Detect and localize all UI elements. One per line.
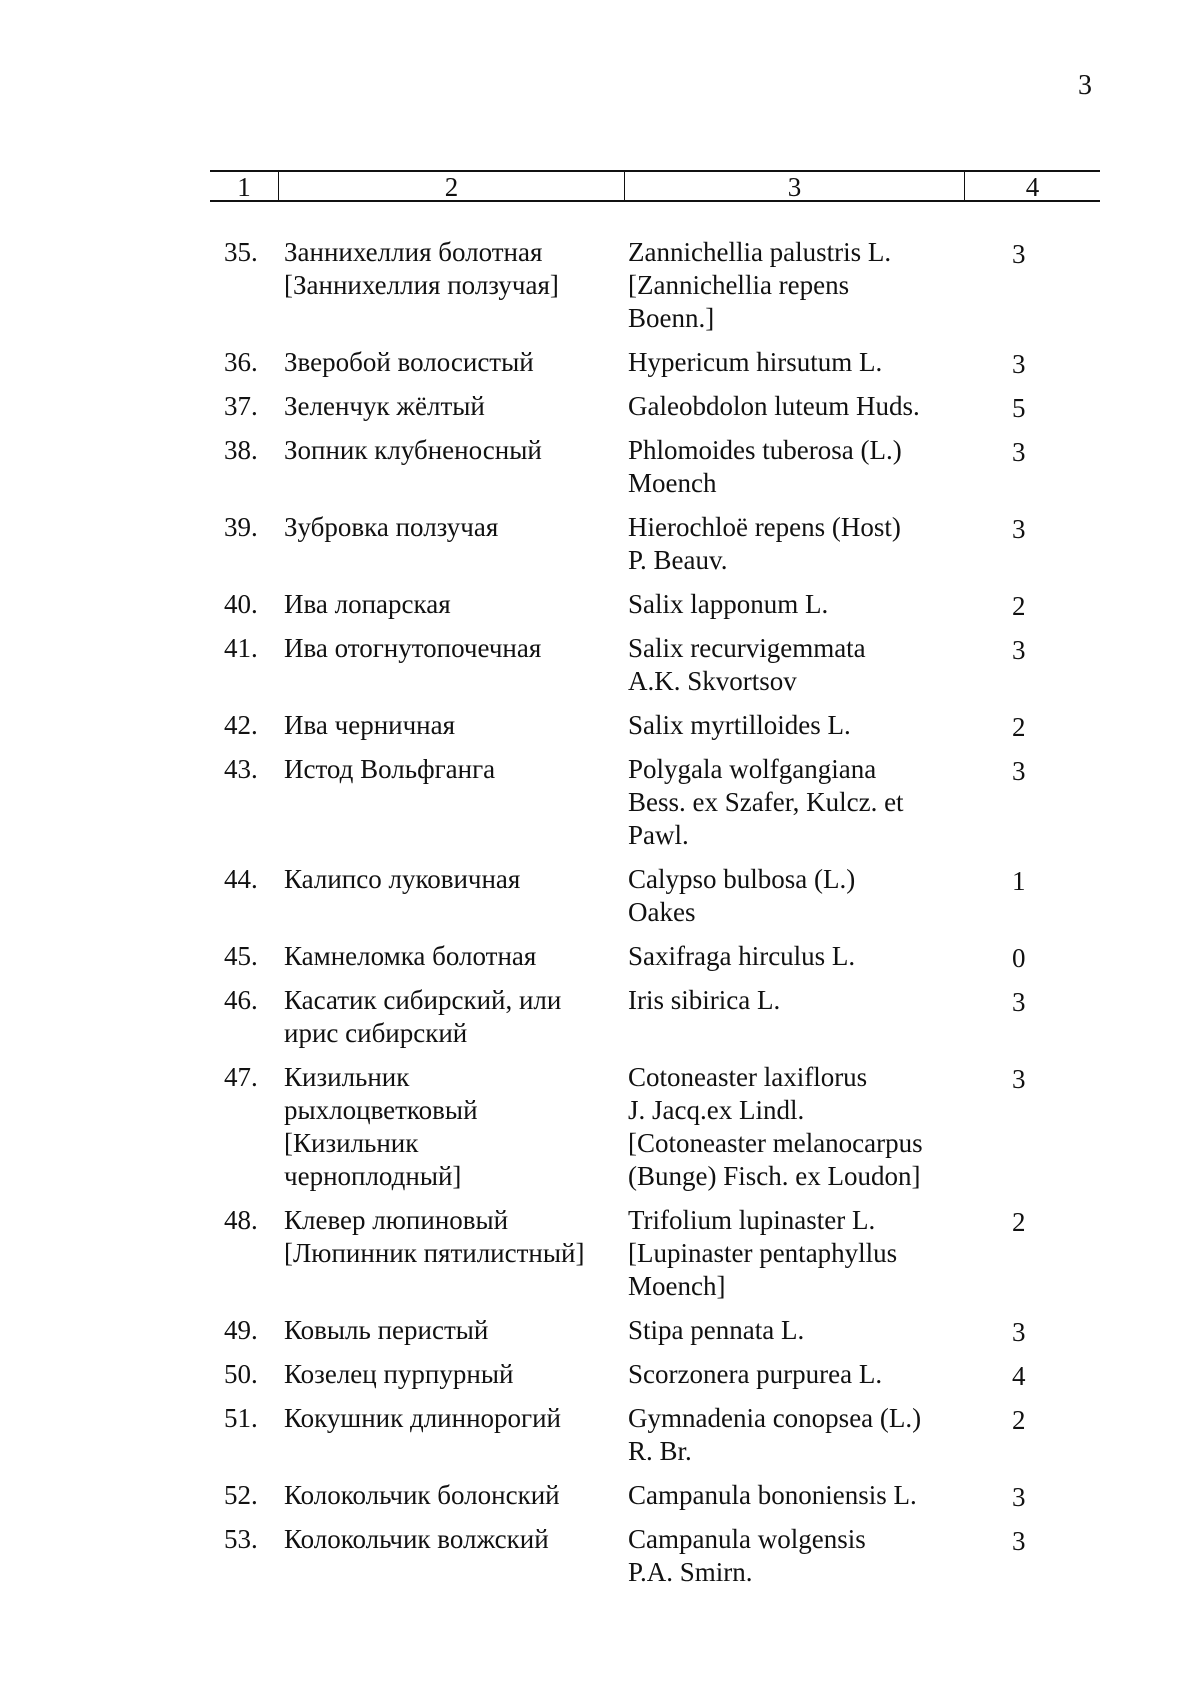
row-number: 40. bbox=[224, 589, 258, 619]
latin-name bbox=[628, 632, 958, 698]
row-number: 43. bbox=[224, 754, 258, 784]
row-number: 44. bbox=[224, 864, 258, 894]
latin-name-line: Boenn.] bbox=[628, 303, 715, 333]
russian-name bbox=[284, 632, 614, 665]
latin-name bbox=[628, 863, 958, 929]
latin-name-line: Oakes bbox=[628, 897, 696, 927]
latin-name bbox=[628, 1523, 958, 1589]
russian-name bbox=[284, 588, 614, 621]
category: 4 bbox=[1012, 1361, 1026, 1391]
russian-name bbox=[284, 1358, 614, 1391]
russian-name-line: Калипсо луковичная bbox=[284, 864, 521, 894]
russian-name bbox=[284, 1061, 614, 1193]
latin-name-line: A.K. Skvortsov bbox=[628, 666, 797, 696]
row-number: 48. bbox=[224, 1205, 258, 1235]
latin-name bbox=[628, 346, 958, 379]
category: 3 bbox=[1012, 239, 1026, 269]
page-number: 3 bbox=[1078, 70, 1092, 101]
row-number: 52. bbox=[224, 1480, 258, 1510]
latin-name-line: Bess. ex Szafer, Kulcz. et bbox=[628, 787, 904, 817]
russian-name bbox=[284, 709, 614, 742]
latin-name bbox=[628, 940, 958, 973]
latin-name-line: Salix recurvigemmata bbox=[628, 633, 866, 663]
table-row bbox=[0, 632, 1200, 698]
russian-name-line: Зубровка ползучая bbox=[284, 512, 499, 542]
latin-name-line: Hypericum hirsutum L. bbox=[628, 347, 883, 377]
row-number: 47. bbox=[224, 1062, 258, 1092]
category: 3 bbox=[1012, 987, 1026, 1017]
header-col-1: 1 bbox=[237, 172, 251, 202]
category: 3 bbox=[1012, 349, 1026, 379]
table-row bbox=[0, 236, 1200, 335]
russian-name bbox=[284, 1523, 614, 1556]
table-row bbox=[0, 1204, 1200, 1303]
latin-name-line: Stipa pennata L. bbox=[628, 1315, 805, 1345]
latin-name bbox=[628, 434, 958, 500]
latin-name-line: Scorzonera purpurea L. bbox=[628, 1359, 883, 1389]
russian-name-line: Ива отогнутопочечная bbox=[284, 633, 542, 663]
latin-name bbox=[628, 1402, 958, 1468]
russian-name bbox=[284, 753, 614, 786]
header-col-4: 4 bbox=[964, 172, 1100, 200]
russian-name-line: Заннихеллия болотная bbox=[284, 237, 543, 267]
table-row bbox=[0, 346, 1200, 379]
russian-name-line: [Заннихеллия ползучая] bbox=[284, 270, 559, 300]
row-number: 41. bbox=[224, 633, 258, 663]
category: 3 bbox=[1012, 1064, 1026, 1094]
category: 3 bbox=[1012, 514, 1026, 544]
table-row bbox=[0, 1358, 1200, 1391]
category: 2 bbox=[1012, 1207, 1026, 1237]
table-row bbox=[0, 1402, 1200, 1468]
latin-name-line: [Lupinaster pentaphyllus bbox=[628, 1238, 898, 1268]
latin-name-line: Iris sibirica L. bbox=[628, 985, 781, 1015]
table-row bbox=[0, 1061, 1200, 1193]
row-number: 50. bbox=[224, 1359, 258, 1389]
latin-name bbox=[628, 753, 958, 852]
category: 2 bbox=[1012, 1405, 1026, 1435]
category: 3 bbox=[1012, 756, 1026, 786]
latin-name-line: Trifolium lupinaster L. bbox=[628, 1205, 876, 1235]
latin-name bbox=[628, 236, 958, 335]
species-list bbox=[0, 236, 1200, 1600]
russian-name bbox=[284, 346, 614, 379]
russian-name bbox=[284, 434, 614, 467]
category: 2 bbox=[1012, 712, 1026, 742]
table-row bbox=[0, 588, 1200, 621]
latin-name-line: (Bunge) Fisch. ex Loudon] bbox=[628, 1161, 921, 1191]
header-col-3: 3 bbox=[624, 172, 964, 200]
category: 3 bbox=[1012, 1482, 1026, 1512]
russian-name-line: Ковыль перистый bbox=[284, 1315, 489, 1345]
russian-name-line: Колокольчик болонский bbox=[284, 1480, 560, 1510]
latin-name bbox=[628, 390, 958, 423]
latin-name-line: J. Jacq.ex Lindl. bbox=[628, 1095, 805, 1125]
table-row bbox=[0, 390, 1200, 423]
table-row bbox=[0, 984, 1200, 1050]
table-row bbox=[0, 511, 1200, 577]
table-row bbox=[0, 434, 1200, 500]
latin-name-line: Calypso bulbosa (L.) bbox=[628, 864, 856, 894]
latin-name-line: Hierochloë repens (Host) bbox=[628, 512, 901, 542]
row-number: 37. bbox=[224, 391, 258, 421]
russian-name-line: Ива черничная bbox=[284, 710, 456, 740]
latin-name bbox=[628, 1061, 958, 1193]
latin-name-line: Zannichellia palustris L. bbox=[628, 237, 892, 267]
latin-name-line: Saxifraga hirculus L. bbox=[628, 941, 856, 971]
table-row bbox=[0, 1479, 1200, 1512]
russian-name-line: Зеленчук жёлтый bbox=[284, 391, 485, 421]
russian-name-line: Камнеломка болотная bbox=[284, 941, 537, 971]
russian-name bbox=[284, 1402, 614, 1435]
category: 0 bbox=[1012, 943, 1026, 973]
row-number: 38. bbox=[224, 435, 258, 465]
russian-name-line: ирис сибирский bbox=[284, 1018, 468, 1048]
latin-name bbox=[628, 984, 958, 1017]
russian-name-line: Козелец пурпурный bbox=[284, 1359, 514, 1389]
latin-name-line: Pawl. bbox=[628, 820, 689, 850]
row-number: 53. bbox=[224, 1524, 258, 1554]
russian-name-line: [Люпинник пятилистный] bbox=[284, 1238, 585, 1268]
table-row bbox=[0, 1523, 1200, 1589]
row-number: 51. bbox=[224, 1403, 258, 1433]
russian-name bbox=[284, 236, 614, 302]
table-row bbox=[0, 940, 1200, 973]
latin-name-line: Gymnadenia conopsea (L.) bbox=[628, 1403, 922, 1433]
russian-name-line: Зверобой волосистый bbox=[284, 347, 534, 377]
latin-name bbox=[628, 709, 958, 742]
russian-name bbox=[284, 1204, 614, 1270]
latin-name-line: Moench] bbox=[628, 1271, 726, 1301]
table-row bbox=[0, 1314, 1200, 1347]
row-number: 39. bbox=[224, 512, 258, 542]
russian-name-line: Ива лопарская bbox=[284, 589, 451, 619]
latin-name-line: Polygala wolfgangiana bbox=[628, 754, 877, 784]
table-row bbox=[0, 709, 1200, 742]
category: 2 bbox=[1012, 591, 1026, 621]
row-number: 46. bbox=[224, 985, 258, 1015]
russian-name bbox=[284, 1314, 614, 1347]
russian-name-line: Кизильник bbox=[284, 1062, 410, 1092]
latin-name bbox=[628, 1314, 958, 1347]
russian-name bbox=[284, 511, 614, 544]
latin-name bbox=[628, 588, 958, 621]
table-header bbox=[210, 170, 1100, 202]
header-col-2: 2 bbox=[278, 172, 624, 200]
latin-name-line: R. Br. bbox=[628, 1436, 692, 1466]
latin-name-line: Cotoneaster laxiflorus bbox=[628, 1062, 868, 1092]
category: 1 bbox=[1012, 866, 1026, 896]
russian-name-line: рыхлоцветковый bbox=[284, 1095, 478, 1125]
latin-name-line: Salix myrtilloides L. bbox=[628, 710, 851, 740]
latin-name-line: Galeobdolon luteum Huds. bbox=[628, 391, 920, 421]
latin-name bbox=[628, 1358, 958, 1391]
category: 5 bbox=[1012, 393, 1026, 423]
russian-name-line: Клевер люпиновый bbox=[284, 1205, 509, 1235]
russian-name bbox=[284, 863, 614, 896]
row-number: 35. bbox=[224, 237, 258, 267]
latin-name-line: [Cotoneaster melanocarpus bbox=[628, 1128, 923, 1158]
russian-name bbox=[284, 984, 614, 1050]
category: 3 bbox=[1012, 1526, 1026, 1556]
table-row bbox=[0, 863, 1200, 929]
russian-name-line: Истод Вольфганга bbox=[284, 754, 496, 784]
russian-name-line: Зопник клубненосный bbox=[284, 435, 542, 465]
russian-name-line: Касатик сибирский, или bbox=[284, 985, 562, 1015]
russian-name-line: Кокушник длиннорогий bbox=[284, 1403, 561, 1433]
latin-name-line: Campanula wolgensis bbox=[628, 1524, 866, 1554]
latin-name-line: Salix lapponum L. bbox=[628, 589, 829, 619]
russian-name bbox=[284, 1479, 614, 1512]
latin-name-line: Moench bbox=[628, 468, 717, 498]
latin-name bbox=[628, 1204, 958, 1303]
category: 3 bbox=[1012, 437, 1026, 467]
latin-name-line: Phlomoides tuberosa (L.) bbox=[628, 435, 902, 465]
table-row bbox=[0, 753, 1200, 852]
latin-name-line: P. Beauv. bbox=[628, 545, 728, 575]
row-number: 49. bbox=[224, 1315, 258, 1345]
latin-name-line: P.A. Smirn. bbox=[628, 1557, 753, 1587]
russian-name bbox=[284, 390, 614, 423]
row-number: 36. bbox=[224, 347, 258, 377]
russian-name-line: [Кизильник bbox=[284, 1128, 419, 1158]
latin-name-line: Campanula bononiensis L. bbox=[628, 1480, 917, 1510]
row-number: 42. bbox=[224, 710, 258, 740]
row-number: 45. bbox=[224, 941, 258, 971]
russian-name-line: черноплодный] bbox=[284, 1161, 462, 1191]
category: 3 bbox=[1012, 1317, 1026, 1347]
russian-name bbox=[284, 940, 614, 973]
latin-name bbox=[628, 1479, 958, 1512]
category: 3 bbox=[1012, 635, 1026, 665]
russian-name-line: Колокольчик волжский bbox=[284, 1524, 549, 1554]
latin-name-line: [Zannichellia repens bbox=[628, 270, 850, 300]
latin-name bbox=[628, 511, 958, 577]
